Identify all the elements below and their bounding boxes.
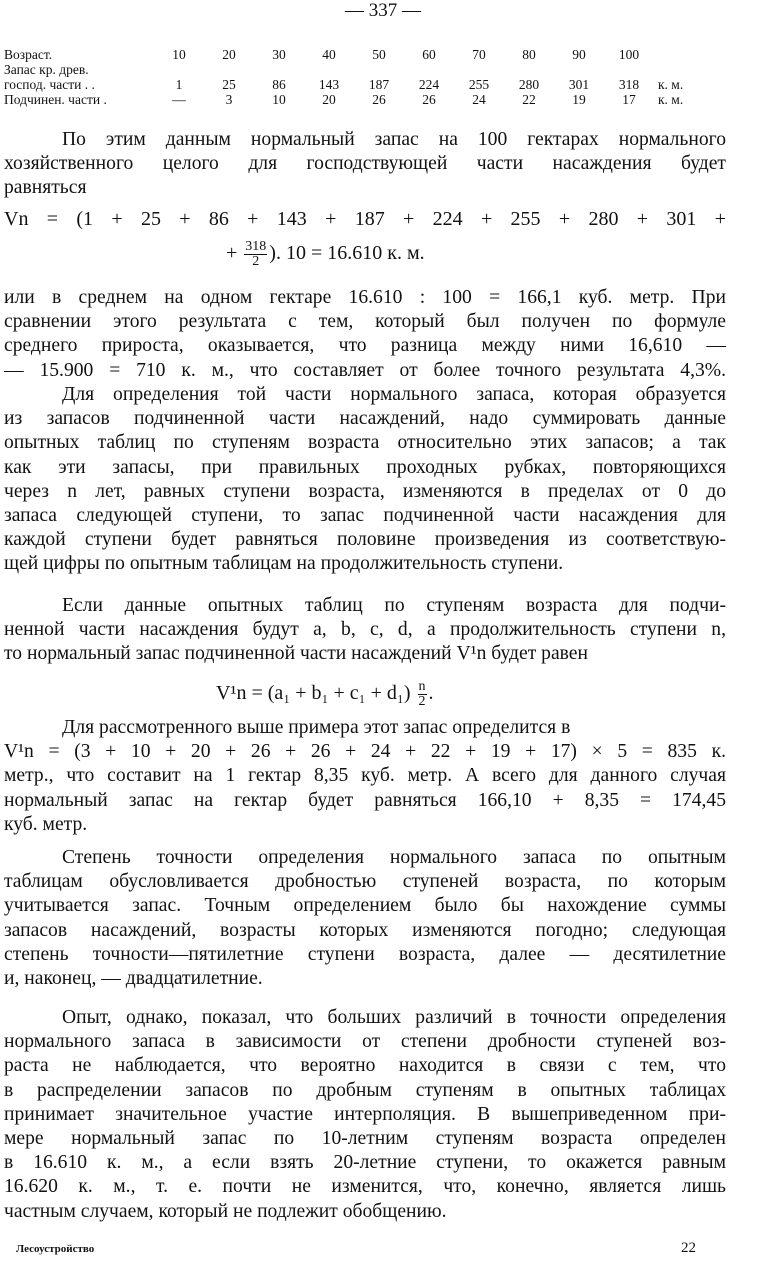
age-cell: 100 xyxy=(618,47,640,62)
table-row-subordinate xyxy=(4,92,698,107)
subordinate-cell: 19 xyxy=(572,92,586,107)
row-label: господ. части . . xyxy=(4,77,95,92)
dominant-cell: 1 xyxy=(175,77,183,92)
subordinate-cell: 22 xyxy=(522,92,536,107)
text-line: Опыт, однако, показал, что больших различий в точности определения xyxy=(62,1007,726,1028)
page-number: — 337 — xyxy=(345,0,421,21)
yield-table xyxy=(4,47,698,107)
text-line: По этим данным нормальный запас на 100 гектарах нормального xyxy=(62,129,726,150)
text-line: опытных таблиц по ступеням возраста относительно этих запасов; а так xyxy=(4,432,726,454)
text-line: из запасов подчиненной части насаждений, надо суммировать данные xyxy=(4,408,726,430)
fraction-denominator: 2 xyxy=(252,254,260,269)
unit-label: к. м. xyxy=(658,77,684,92)
text-line: щей цифры по опытным таблицам на продолжительность ступени. xyxy=(4,553,564,575)
text-line: частным случаем, который не подлежит обобщению. xyxy=(4,1200,447,1222)
text-line: Степень точности определения нормального запаса по опытным xyxy=(62,847,726,868)
formula-part: ). 10 = 16.610 к. м. xyxy=(269,242,425,265)
table-row-dominant-label xyxy=(4,62,698,77)
text-line: 16.620 к. м., т. е. почти не изменится, что, конечно, является лишь xyxy=(4,1176,726,1198)
fraction-numerator: n xyxy=(418,679,426,694)
text-line: нормального запаса в зависимости от степени дробности ступеней воз- xyxy=(4,1031,726,1053)
text-line: сравнении этого результата с тем, который был получен по формуле xyxy=(4,311,726,333)
subordinate-cell: 26 xyxy=(372,92,386,107)
text-line: раста не наблюдается, что вероятно находится в связи с тем, что xyxy=(4,1055,726,1077)
text-line: мере нормальный запас по 10-летним ступеням возраста определен xyxy=(4,1127,726,1149)
paragraph-1 xyxy=(4,128,726,201)
dominant-cell: 86 xyxy=(272,77,286,92)
age-cell: 20 xyxy=(222,47,236,62)
age-cell: 70 xyxy=(472,47,486,62)
formula-part: . xyxy=(428,682,434,705)
formula-2 xyxy=(216,680,434,709)
subordinate-cell: 26 xyxy=(422,92,436,107)
text-line: в распределении запасов по дробным ступеням в опытных таблицах xyxy=(4,1079,726,1101)
paragraph-5 xyxy=(4,716,726,837)
dominant-cell: 301 xyxy=(568,77,590,92)
text-line: Для рассмотренного выше примера этот запас определится в xyxy=(62,717,571,738)
text-line: и, наконец, — двадцатилетние. xyxy=(4,967,263,989)
text-line: Для определения той части нормального запаса, которая образуется xyxy=(62,384,726,405)
text-line: запасов насаждений, возрасты которых изменяются погодно; следующая xyxy=(4,919,726,941)
text-line: метр., что составит на 1 гектар 8,35 куб. метр. А всего для данного случая xyxy=(4,765,726,787)
formula-part: V¹n = (a₁ + b₁ + c₁ + d₁) xyxy=(216,682,411,705)
age-cell: 60 xyxy=(422,47,436,62)
age-cell: 90 xyxy=(572,47,586,62)
dominant-cell: 143 xyxy=(318,77,340,92)
fraction xyxy=(244,240,267,269)
age-cell: 80 xyxy=(522,47,536,62)
text-line: V¹n = (3 + 10 + 20 + 26 + 26 + 24 + 22 + 19 + 17) × 5 = 835 к. xyxy=(4,741,726,763)
text-line: Если данные опытных таблиц по ступеням возраста для подчи- xyxy=(62,595,726,616)
formula-part: + xyxy=(226,242,238,265)
subordinate-cell: 17 xyxy=(622,92,636,107)
footer-signature: Лесоустройство xyxy=(16,1243,95,1255)
fraction xyxy=(418,680,427,709)
table-row-ages xyxy=(4,47,698,62)
age-cell: 40 xyxy=(322,47,336,62)
text-line: запаса следующей ступени, то запас подчиненной части насаждения для xyxy=(4,504,726,526)
age-cell: 50 xyxy=(372,47,386,62)
fraction-denominator: 2 xyxy=(418,694,426,709)
table-row-dominant xyxy=(4,77,698,92)
text-line: каждой ступени будет равняться половине произведения из соответствую- xyxy=(4,529,726,551)
paragraph-2 xyxy=(4,286,726,383)
age-cell: 10 xyxy=(172,47,186,62)
paragraph-6 xyxy=(4,846,726,991)
age-cell: 30 xyxy=(272,47,286,62)
paragraph-3 xyxy=(4,383,726,577)
subordinate-cell: 10 xyxy=(272,92,286,107)
subordinate-cell: 20 xyxy=(322,92,336,107)
text-line: или в среднем на одном гектаре 16.610 : 100 = 166,1 куб. метр. При xyxy=(4,287,726,308)
row-label: Подчинен. части . xyxy=(4,92,107,107)
text-line: как эти запасы, при правильных проходных рубках, повторяющихся xyxy=(4,456,726,478)
text-line: хозяйственного целого для господствующей части насаждения будет xyxy=(4,153,726,175)
formula-1-line-1: Vn = (1 + 25 + 86 + 143 + 187 + 224 + 255 + 280 + 301 + xyxy=(4,208,726,230)
text-line: через n лет, равных ступени возраста, изменяются в пределах от 0 до xyxy=(4,480,726,502)
text-line: нормальный запас на гектар будет равняться 166,10 + 8,35 = 174,45 xyxy=(4,789,726,811)
row-label: Возраст. xyxy=(4,47,53,62)
text-line: то нормальный запас подчиненной части насаждений V¹n будет равен xyxy=(4,643,588,665)
dominant-cell: 280 xyxy=(518,77,540,92)
footer-sheet-number: 22 xyxy=(681,1240,696,1256)
fraction-numerator: 318 xyxy=(245,239,267,254)
text-line: таблицам обусловливается дробностью ступеней возраста, по которым xyxy=(4,871,726,893)
text-line: куб. метр. xyxy=(4,813,88,835)
subordinate-cell: — xyxy=(172,92,186,107)
subordinate-cell: 3 xyxy=(225,92,233,107)
dominant-cell: 25 xyxy=(222,77,236,92)
paragraph-7 xyxy=(4,1006,726,1224)
text-line: степень точности—пятилетние ступени возраста, далее — десятилетние xyxy=(4,943,726,965)
dominant-cell: 187 xyxy=(368,77,390,92)
dominant-cell: 318 xyxy=(618,77,640,92)
unit-label: к. м. xyxy=(658,92,684,107)
text-line: равняться xyxy=(4,177,87,199)
text-line: в 16.610 к. м., а если взять 20-летние ступени, то окажется равным xyxy=(4,1152,726,1174)
paragraph-4 xyxy=(4,594,726,667)
formula-1-line-2 xyxy=(226,240,425,269)
dominant-cell: 255 xyxy=(468,77,490,92)
text-line: учитывается запас. Точным определением было бы нахождение суммы xyxy=(4,895,726,917)
text-line: среднего прироста, оказывается, что разница между ними 16,610 — xyxy=(4,335,726,357)
text-line: — 15.900 = 710 к. м., что составляет от более точного результата 4,3%. xyxy=(4,359,726,381)
dominant-cell: 224 xyxy=(418,77,440,92)
row-label: Запас кр. древ. xyxy=(4,62,89,77)
subordinate-cell: 24 xyxy=(472,92,486,107)
text-line: принимает значительное участие интерполяция. В вышеприведенном при- xyxy=(4,1103,726,1125)
text-line: ненной части насаждения будут a, b, c, d, а продолжительность ступени n, xyxy=(4,619,726,641)
